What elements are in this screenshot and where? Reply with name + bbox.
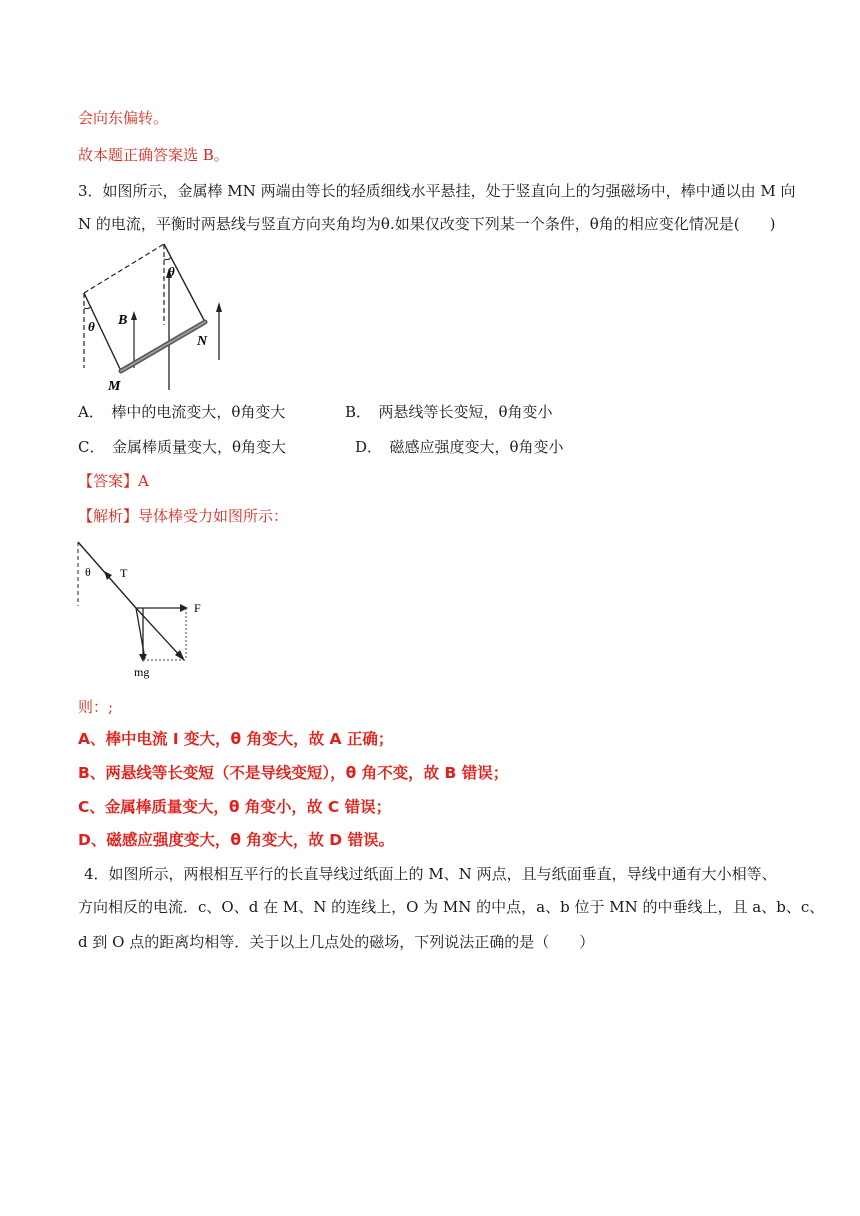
q3-fig-label-B: B: [118, 313, 128, 328]
q3-fig-label-N: N: [197, 334, 208, 349]
q3-option-C: C． 金属棒质量变大，θ角变大: [78, 438, 287, 456]
q3-answer: 【答案】A: [78, 472, 149, 490]
q3-analysis-intro: 【解析】导体棒受力如图所示：: [78, 507, 289, 525]
q4-stem-line-3: d 到 O 点的距离均相等．关于以上几点处的磁场，下列说法正确的是（ ）: [78, 933, 595, 951]
q3-fig-theta-right: θ: [168, 264, 175, 279]
force-label-F: F: [194, 601, 201, 615]
force-label-T: T: [120, 566, 128, 580]
q3-stem-line-2: N 的电流，平衡时两悬线与竖直方向夹角均为θ.如果仅改变下列某一个条件，θ角的相应变化情况是( ): [78, 215, 776, 233]
q4-stem-line-1: 4．如图所示，两根相互平行的长直导线过纸面上的 M、N 两点，且与纸面垂直，导线中通有大小相等、: [84, 865, 777, 883]
force-label-mg: mg: [134, 665, 150, 679]
q3-stem-line-1: 3．如图所示，金属棒 MN 两端由等长的轻质细线水平悬挂，处于竖直向上的匀强磁场中，棒中通以由 M 向: [78, 182, 796, 200]
q3-option-D: D． 磁感应强度变大，θ角变小: [355, 438, 564, 456]
q3-option-B: B． 两悬线等长变短，θ角变小: [345, 403, 553, 421]
prev-solution-line-1: 会向东偏转。: [78, 109, 169, 127]
q3-then: 则：;: [78, 698, 114, 716]
q3-reason-B: B、两悬线等长变短（不是导线变短），θ 角不变，故 B 错误；: [78, 764, 509, 782]
q3-fig-label-M: M: [108, 379, 121, 392]
q3-reason-C: C、金属棒质量变大，θ 角变小，故 C 错误；: [78, 798, 392, 816]
force-label-theta: θ: [85, 565, 91, 579]
q3-reason-D: D、磁感应强度变大，θ 角变大，故 D 错误。: [78, 831, 395, 849]
q3-option-A: A． 棒中的电流变大，θ角变大: [78, 403, 286, 421]
prev-solution-line-2: 故本题正确答案选 B。: [78, 146, 229, 164]
q4-stem-line-2: 方向相反的电流．c、O、d 在 M、N 的连线上，O 为 MN 的中点，a、b 位于 MN 的中垂线上，且 a、b、c、: [78, 898, 825, 916]
q3-reason-A: A、棒中电流 I 变大，θ 角变大，故 A 正确；: [78, 730, 394, 748]
q3-force-diagram: [74, 538, 214, 680]
q3-fig-theta-left: θ: [88, 319, 95, 334]
q3-figure: [76, 240, 236, 392]
